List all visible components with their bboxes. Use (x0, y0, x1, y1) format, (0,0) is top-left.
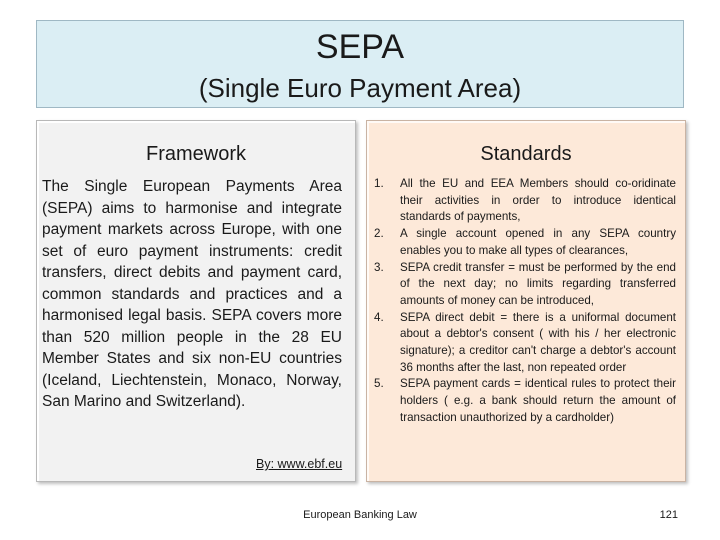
standards-heading: Standards (480, 143, 572, 165)
title-banner (36, 20, 684, 108)
list-item (372, 260, 676, 310)
slide-subtitle: (Single Euro Payment Area) (198, 73, 522, 103)
list-text: SEPA direct debit = there is a uniformal document about a debtor's consent ( with his / her electronic signature); a creditor can't charge a debtor's account 36 months after the last, non repeated order (400, 310, 676, 374)
source-link[interactable]: By: www.ebf.eu (256, 457, 343, 471)
framework-body: The Single European Payments Area (SEPA) aims to harmonise and integrate payment markets across Europe, with one set of euro payment instruments: credit transfers, direct debits and payment card, common standards and practices and a harmonised legal basis. SEPA covers more than 520 million people in the 28 EU Member States and six non-EU countries (Iceland, Liechtenstein, Monaco, Norway, San Marino and Switzerland). (42, 178, 342, 410)
list-text: SEPA credit transfer = must be performed by the end of the next day; no limits regarding transferred amounts of money can be introduced, (400, 260, 676, 307)
page-number: 121 (659, 509, 678, 521)
list-item (372, 226, 676, 259)
list-item (372, 176, 676, 226)
standards-list (372, 176, 676, 427)
list-item (372, 310, 676, 377)
list-item (372, 376, 676, 426)
list-number: 4. (374, 310, 384, 324)
list-text: All the EU and EEA Members should co-oridinate their activities in order to introduce identical standards of payments, (400, 177, 676, 224)
list-number: 2. (374, 227, 384, 241)
list-number: 3. (374, 260, 384, 274)
list-number: 1. (374, 177, 384, 190)
list-text: SEPA payment cards = identical rules to protect their holders ( e.g. a bank should return the amount of transaction unauthorized by a cardholder) (400, 377, 676, 424)
footer-course-title: European Banking Law (303, 509, 417, 521)
framework-heading: Framework (145, 143, 246, 165)
list-number: 5. (374, 377, 384, 391)
slide-title: SEPA (315, 28, 405, 66)
list-text: A single account opened in any SEPA country enables you to make all types of clearances, (400, 227, 676, 257)
